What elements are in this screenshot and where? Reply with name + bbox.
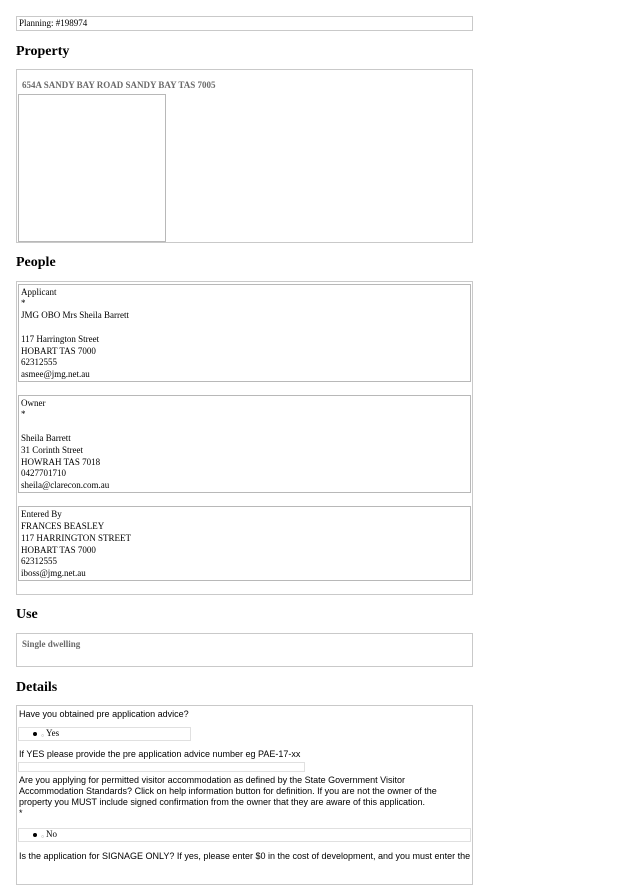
owner-role: Owner — [21, 398, 46, 408]
applicant-phone: 62312555 — [21, 357, 57, 367]
pre-application-number-field[interactable] — [18, 762, 305, 772]
planning-number: Planning: #198974 — [19, 18, 88, 28]
owner-phone: 0427701710 — [21, 468, 66, 478]
visitor-accommodation-question-line1: Are you applying for permitted visitor accommodation as defined by the State Government Visitor — [19, 775, 406, 785]
property-heading: Property — [16, 44, 70, 59]
applicant-name: JMG OBO Mrs Sheila Barrett — [21, 310, 129, 320]
entered-by-name: FRANCES BEASLEY — [21, 521, 105, 531]
pre-application-answer: Yes — [46, 728, 60, 738]
use-value: Single dwelling — [22, 639, 81, 649]
people-heading: People — [16, 255, 56, 270]
visitor-accommodation-answer-field — [18, 828, 471, 842]
entered-by-street: 117 HARRINGTON STREET — [21, 533, 131, 543]
visitor-accommodation-answer: No — [46, 829, 57, 839]
applicant-required-mark: * — [21, 298, 26, 308]
visitor-accommodation-bullet — [33, 833, 37, 837]
applicant-city: HOBART TAS 7000 — [21, 346, 96, 356]
owner-name: Sheila Barrett — [21, 433, 71, 443]
owner-card — [18, 395, 471, 493]
entered-by-email: iboss@jmg.net.au — [21, 568, 86, 578]
applicant-street: 117 Harrington Street — [21, 334, 100, 344]
applicant-role: Applicant — [21, 287, 57, 297]
entered-by-role: Entered By — [21, 509, 62, 519]
property-map-image — [18, 94, 166, 242]
owner-city: HOWRAH TAS 7018 — [21, 457, 101, 467]
applicant-email: asmee@jmg.net.au — [21, 369, 90, 379]
pre-application-question: Have you obtained pre application advice? — [19, 709, 189, 719]
owner-email: sheila@clarecon.com.au — [21, 480, 110, 490]
pre-application-radio-icon[interactable]: ○ — [41, 734, 45, 739]
entered-by-city: HOBART TAS 7000 — [21, 545, 96, 555]
signage-only-question: Is the application for SIGNAGE ONLY? If yes, please enter $0 in the cost of development, and you must enter the — [19, 851, 471, 861]
pre-application-bullet — [33, 732, 37, 736]
details-heading: Details — [16, 680, 58, 695]
visitor-accommodation-question-line3: property you MUST include signed confirmation from the owner that they are aware of this application. — [19, 797, 426, 807]
use-heading: Use — [16, 607, 38, 622]
applicant-card — [18, 284, 471, 382]
pre-application-number-question: If YES please provide the pre application advice number eg PAE-17-xx — [19, 749, 301, 759]
visitor-accommodation-required-mark: * — [19, 808, 23, 818]
visitor-accommodation-radio-icon[interactable]: ○ — [41, 835, 45, 840]
owner-required-mark: * — [21, 409, 26, 419]
owner-street: 31 Corinth Street — [21, 445, 83, 455]
property-address: 654A SANDY BAY ROAD SANDY BAY TAS 7005 — [22, 80, 216, 90]
use-box — [16, 633, 473, 667]
visitor-accommodation-question-line2: Accommodation Standards? Click on help information button for definition. If you are not the owner of the — [19, 786, 437, 796]
entered-by-phone: 62312555 — [21, 556, 57, 566]
